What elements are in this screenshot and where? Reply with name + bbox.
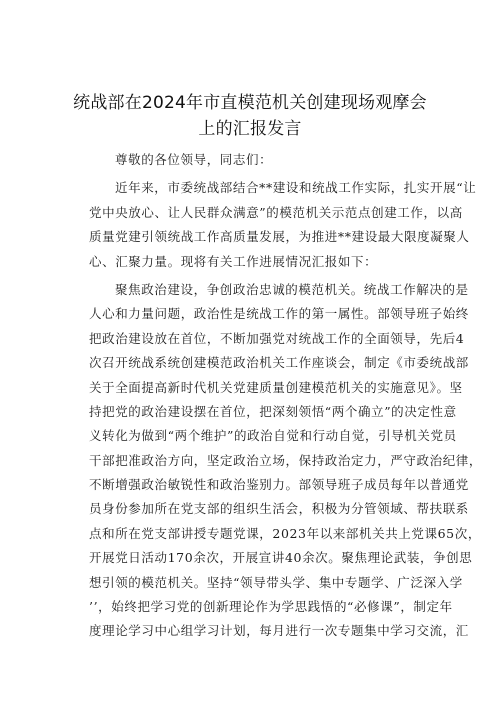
paragraph-line: 心、汇聚力量。现将有关工作进展情况汇报如下： bbox=[89, 253, 378, 269]
paragraph-line: 想引领的模范机关。坚持“领导带头学、集中专题学、广泛深入学 bbox=[89, 574, 463, 590]
document-title bbox=[60, 90, 440, 142]
paragraph-line: 党中央放心、让人民群众满意”的模范机关示范点创建工作，以高 bbox=[89, 204, 463, 220]
paragraph-line: 次召开统战系统创建模范政治机关工作座谈会，制定《市委统战部 bbox=[89, 355, 469, 371]
paragraph-line: 点和所在党支部讲授专题党课，2023年以来部机关共上党课65次， bbox=[89, 525, 481, 541]
paragraph-political-building bbox=[89, 278, 483, 644]
paragraph-intro bbox=[89, 176, 477, 274]
paragraph-line: 把政治建设放在首位，不断加强党对统战工作的全面领导，先后4 bbox=[89, 330, 465, 346]
paragraph-line: 质量党建引领统战工作高质量发展，为推进**建设最大限度凝聚人 bbox=[89, 229, 470, 245]
paragraph-line: ’’，始终把学习党的创新理论作为学思践悟的“必修课”，制定年 bbox=[89, 599, 453, 615]
greeting: 尊敬的各位领导，同志们： bbox=[115, 152, 273, 167]
paragraph-line: 不断增强政治敏锐性和政治鉴别力。部领导班子成员每年以普通党 bbox=[89, 477, 469, 493]
paragraph-line: 聚焦政治建设，争创政治忠诚的模范机关。统战工作解决的是 bbox=[115, 281, 469, 297]
paragraph-line: 义转化为做到“两个维护”的政治自觉和行动自觉，引导机关党员 bbox=[89, 428, 457, 444]
paragraph-line: 关于全面提高新时代机关党建质量创建模范机关的实施意见》。坚 bbox=[89, 379, 463, 395]
paragraph-line: 度理论学习中心组学习计划，每月进行一次专题集中学习交流，汇 bbox=[89, 623, 469, 639]
paragraph-line: 人心和力量问题，政治性是统战工作的第一属性。部领导班子始终 bbox=[89, 306, 469, 322]
title-line-1: 统战部在2024年市直模范机关创建现场观摩会 bbox=[73, 93, 427, 113]
title-line-2: 上的汇报发言 bbox=[198, 119, 302, 139]
paragraph-line: 干部把准政治方向，坚定政治立场，保持政治定力，严守政治纪律， bbox=[89, 452, 483, 468]
document-body bbox=[89, 148, 483, 644]
paragraph-line: 开展党日活动170余次，开展宣讲40余次。聚焦理论武装，争创思 bbox=[89, 550, 473, 566]
paragraph-line: 持把党的政治建设摆在首位，把深刻领悟“两个确立”的决定性意 bbox=[89, 403, 457, 419]
paragraph-line: 近年来，市委统战部结合**建设和统战工作实际，扎实开展“让 bbox=[115, 180, 477, 196]
paragraph-line: 员身份参加所在党支部的组织生活会，积极为分管领域、帮扶联系 bbox=[89, 501, 469, 517]
